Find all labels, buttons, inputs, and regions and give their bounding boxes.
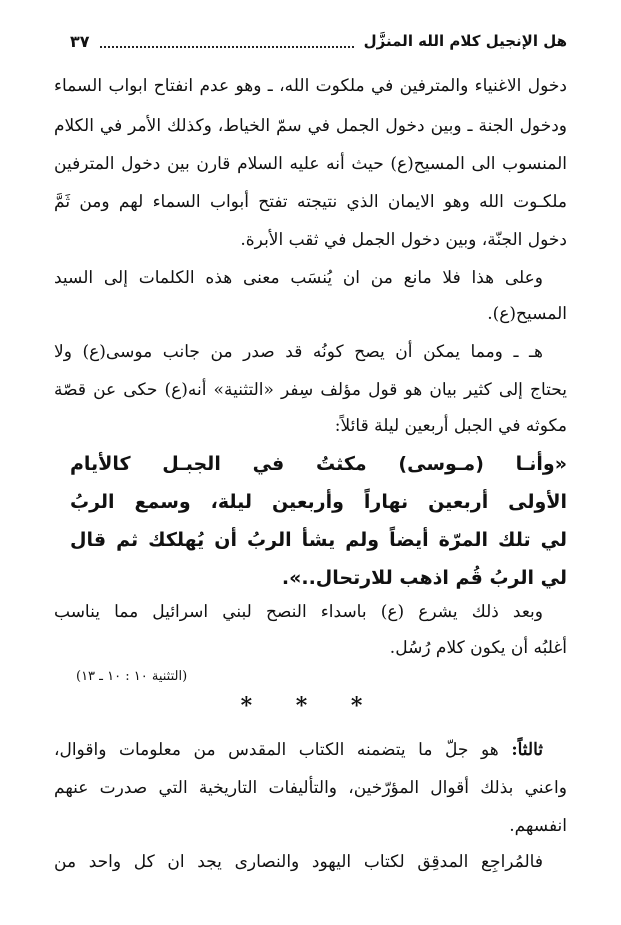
citation: (التثنية ١٠ : ١٠ ـ ١٣) (76, 669, 188, 684)
body-line: أغلبُه أن يكون كلام رُسُل. (389, 638, 567, 658)
section-separator: * * * (240, 693, 381, 719)
body-line: مكوثه في الجبل أربعين ليلة قائلاً: (334, 416, 567, 436)
body-line: فالمُراجِع المدقِق لكتاب اليهود والنصارى يجد ان كل واحد من (54, 852, 543, 872)
body-line: ملكـوت الله وهو الايمان الذي نتيجته تفتح أبواب السماء لهم ومن ثَمَّ (54, 192, 567, 212)
leader-dots (100, 34, 354, 48)
body-line: يحتاج إلى كثير بيان هو قول مؤلف سِفر «التثنية» أنه(ع) حكى عن قصّة (54, 380, 567, 400)
running-header (70, 26, 567, 56)
quote-line: الأولى أربعين نهاراً وأربعين ليلة، وسمع الربُ (70, 491, 567, 513)
running-title: هل الإنجيل كلام الله المنزَّل (363, 32, 567, 50)
body-line: المسيح(ع). (487, 304, 567, 324)
body-line: وعلى هذا فلا مانع من ان يُنسَب معنى هذه الكلمات إلى السيد (54, 268, 543, 288)
body-line: دخول الجنّة، وبين دخول الجمل في ثقب الأبرة. (240, 230, 567, 250)
body-line: واعني بذلك أقوال المؤرّخين، والتأليفات التاريخية التي صدرت عنهم (54, 778, 567, 798)
quote-line: «وأنـا (مـوسى) مكثتُ في الجبـل كالأيام (70, 453, 567, 475)
body-line: وبعد ذلك يشرع (ع) باسداء النصح لبني اسرائيل مما يناسب (54, 602, 543, 622)
section-text: هو جلّ ما يتضمنه الكتاب المقدس من معلومات واقوال، (54, 740, 512, 760)
quote-line: لي تلك المرّة أيضاً ولم يشأ الربُ أن يُهلكك ثم قال (70, 529, 567, 551)
body-line: المنسوب الى المسيح(ع) حيث أنه عليه السلام قارن بين دخول المترفين (54, 154, 567, 174)
body-line: دخول الاغنياء والمترفين في ملكوت الله، ـ وهو عدم انفتاح ابواب السماء (54, 76, 567, 96)
body-line: هـ ـ ومما يمكن أن يصح كونُه قد صدر من جانب موسى(ع) ولا (54, 342, 543, 362)
body-line: انفسهم. (509, 816, 567, 836)
section-label: ثالثاً: (511, 740, 543, 760)
body-line: ودخول الجنة ـ وبين دخول الجمل في سمّ الخياط، وكذلك الأمر في الكلام (54, 116, 567, 136)
page-number: ٣٧ (70, 31, 90, 51)
section-heading-line (54, 738, 543, 762)
quote-line: لي الربُ قُم اذهب للارتحال..». (281, 567, 567, 589)
